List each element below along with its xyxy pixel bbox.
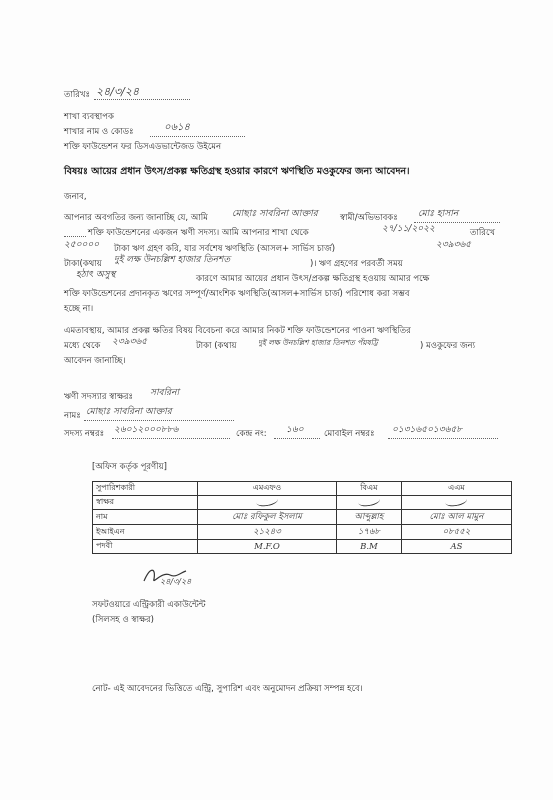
seal-and-signature: (সিলসহ ও স্বাক্ষর) — [92, 615, 154, 625]
bm-ein: ১৭৬৮ — [336, 525, 401, 540]
office-ein-row — [93, 525, 512, 540]
p2-line2-c: ) মওকুফের জন্য — [420, 341, 476, 351]
bm-designation: B.M — [336, 540, 401, 554]
am-ein: ০৮৫৫২ — [401, 525, 511, 540]
member-id-label: সদস্য নম্বরঃ — [64, 429, 105, 439]
member-signature: সাবরিনা — [150, 388, 180, 398]
mfo-signature — [198, 496, 337, 510]
footer-note: নোট- এই আবেদনের ভিত্তিতে এন্ট্রি, সুপারিশ এবং অনুমোদন প্রক্রিয়া সম্পন্ন হবে। — [92, 684, 363, 694]
office-section-heading: [অফিস কর্তৃক পূরণীয়] — [92, 462, 167, 472]
p2-line1: এমতাবস্থায়, আমার প্রকল্প ক্ষতির বিষয় বিবেচনা করে আমার নিকট শক্তি ফাউন্ডেশনের পাওনা ঋণস্থিতির — [64, 326, 411, 336]
p1-line4-a: টাকা(কথায় — [64, 259, 102, 269]
member-id-underline — [112, 438, 230, 439]
p1-line3-a: টাকা ঋণ গ্রহণ করি, যার সর্বশেষ ঋণস্থিতি (আসল+ সার্ভিস চার্জ) — [114, 244, 336, 254]
p2-line3: আবেদন জানাচ্ছি। — [64, 356, 126, 366]
centre-underline — [274, 438, 320, 439]
mfo-ein: ২১২৪৩ — [198, 525, 337, 540]
balance-words-handwritten: দুই লক্ষ উনচল্লিশ হাজার তিনশত — [114, 255, 231, 265]
p2-line2-a: মধ্যে থেকে — [64, 341, 101, 351]
guardian-name-handwritten: মোঃ হাসান — [418, 209, 459, 219]
p1-line4-b: )। ঋণ গ্রহণের পরবর্তী সময় — [310, 259, 403, 269]
organization-name: শক্তি ফাউন্ডেশন ফর ডিসএডভান্টেজড উইমেন — [64, 142, 222, 152]
p1-line2-a: শক্তি ফাউন্ডেশনের একজন ঋণী সদস্য। আমি আপনার শাখা থেকে — [88, 228, 309, 238]
mfo-designation: M.F.O — [198, 540, 337, 554]
row-label-signature: স্বাক্ষর — [93, 496, 198, 510]
p1-line2-blank — [64, 236, 86, 237]
office-header-row — [93, 482, 512, 496]
branch-underline — [150, 136, 245, 137]
software-entry-accountant: সফটওয়ারে এন্ট্রিকারী একাউন্টেন্ট — [92, 600, 206, 610]
p1-line2-b: তারিখে — [470, 228, 495, 238]
member-id: ২৬০১২০০০৮৮৬ — [114, 425, 179, 435]
office-approval-table — [92, 481, 512, 554]
p1-line5-a: কারণে আমার আয়ের প্রধান উৎস/প্রকল্প ক্ষতিগ্রস্থ হওয়ায় আমার পক্ষে — [196, 274, 430, 284]
row-label-designation: পদবী — [93, 540, 198, 554]
applicant-name-handwritten: মোছাঃ সাবরিনা আক্তার — [232, 209, 318, 219]
centre-number: ১৬০ — [286, 425, 304, 435]
column-mfo: এমএফও — [198, 482, 337, 496]
accountant-sign-date: ২৪/৩/২৪ — [160, 577, 192, 586]
reason-handwritten: হঠাৎ অসুস্থ — [76, 270, 116, 280]
p1-line1-a: আপনার অবগতির জন্য জানাচ্ছি যে, আমি — [64, 213, 208, 223]
column-am: এএম — [401, 482, 511, 496]
balance-handwritten: ২৩৯৩৬৫ — [436, 240, 472, 250]
office-name-row — [93, 510, 512, 525]
date-label: তারিখঃ — [64, 90, 91, 100]
mobile-underline — [388, 438, 498, 439]
column-recommender: সুপারিশকারী — [93, 482, 198, 496]
mobile-number: ০১৩১৬৫০১৩৬৫৮ — [392, 425, 463, 435]
p2-line2-b: টাকা (কথায় — [196, 341, 237, 351]
mobile-label: মোবাইল নম্বরঃ — [324, 429, 375, 439]
addressee: শাখা ব্যবস্থাপক — [64, 112, 114, 122]
loan-date-handwritten: ২৭/১১/২০২২ — [382, 224, 435, 234]
centre-label: কেন্দ্র নং: — [236, 429, 267, 439]
p1-line1-b: স্বামী/অভিভাবকঃ — [340, 213, 398, 223]
bm-name: আব্দুল্লাহ — [336, 510, 401, 525]
am-designation: AS — [401, 540, 511, 554]
date-value: ২৪/৩/২৪ — [96, 85, 140, 98]
row-label-name: নাম — [93, 510, 198, 525]
office-designation-row — [93, 540, 512, 554]
office-signature-row — [93, 496, 512, 510]
branch-code: ০৬১৪ — [164, 122, 190, 133]
member-name-label: নামঃ — [64, 411, 81, 421]
waiver-words-handwritten: দুই লক্ষ উনচল্লিশ হাজার তিনশত পঁয়ষট্টি — [258, 338, 378, 347]
p1-line6: শক্তি ফাউন্ডেশনের প্রদানকৃত ঋণের সম্পূর্ণ/আংশিক ঋণস্থিতি(আসল+সার্ভিস চার্জ) পরিশোধ করা সম্ভব — [64, 289, 410, 299]
guardian-underline — [414, 222, 500, 223]
member-signature-label: ঋণী সদস্যার স্বাক্ষরঃ — [64, 392, 134, 402]
salutation: জনাব, — [64, 192, 87, 202]
branch-label: শাখার নাম ও কোডঃ — [64, 127, 134, 137]
p1-line7: হচ্ছে না। — [64, 304, 94, 314]
subject-line: বিষয়ঃ আয়ের প্রধান উৎস/প্রকল্প ক্ষতিগ্রস্থ হওয়ার কারণে ঋণস্থিতি মওকুফের জন্য আবেদন। — [64, 166, 410, 177]
member-name-underline — [84, 420, 234, 421]
loan-amount-handwritten: ২৫০০০০ — [64, 240, 100, 250]
mfo-name: মোঃ রফিকুল ইসলাম — [198, 510, 337, 525]
waiver-amount-handwritten: ২৩৯৩৬৫ — [112, 337, 148, 347]
am-signature — [401, 496, 511, 510]
bm-signature — [336, 496, 401, 510]
date-underline — [94, 99, 190, 100]
member-name: মোছাঃ সাবরিনা আক্তার — [86, 407, 172, 417]
am-name: মোঃ আল মামুন — [401, 510, 511, 525]
column-bm: বিএম — [336, 482, 401, 496]
row-label-ein: ইআইএন — [93, 525, 198, 540]
